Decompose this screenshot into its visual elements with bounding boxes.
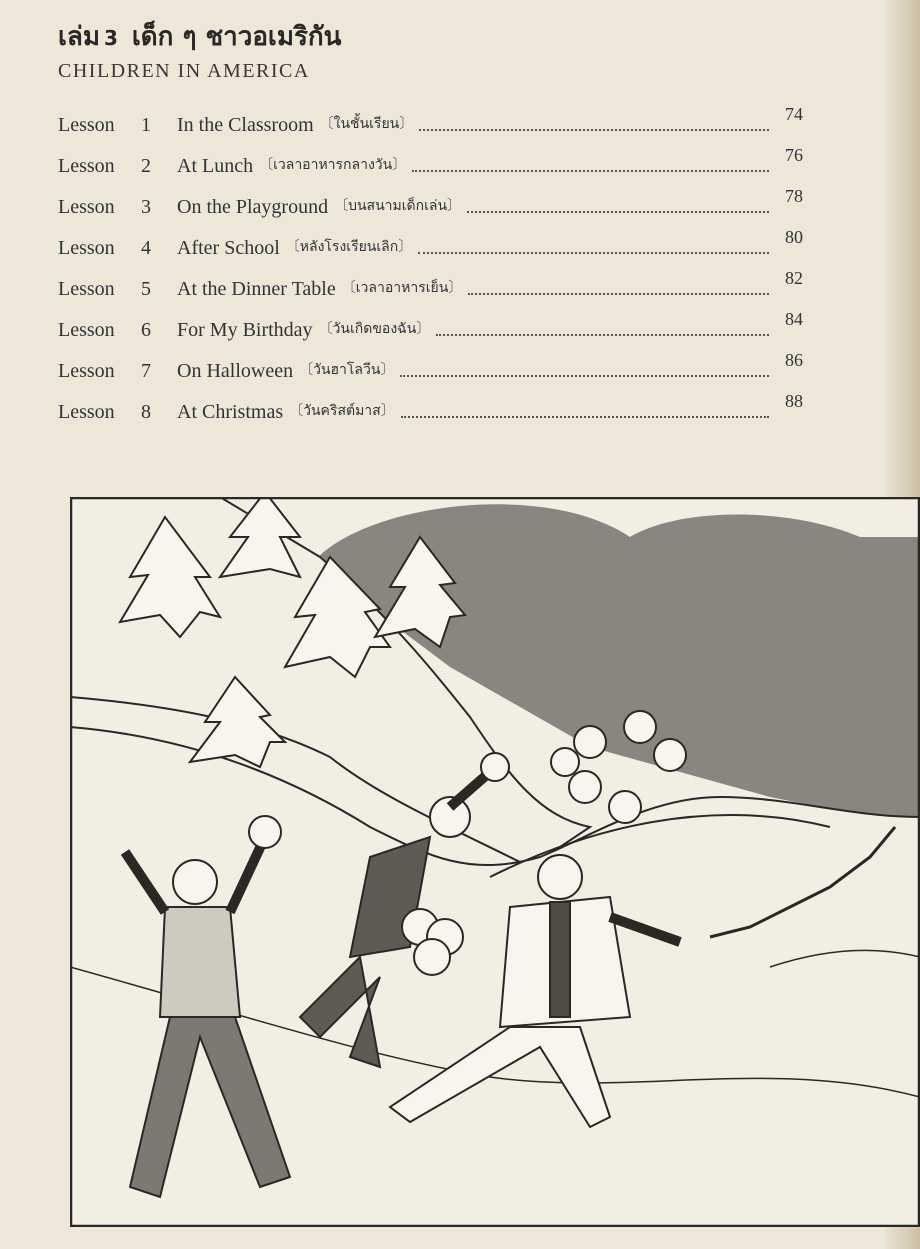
lesson-title-thai: 〔เวลาอาหารกลางวัน〕 (259, 157, 407, 173)
lesson-label: Lesson (58, 114, 115, 136)
page-number: 78 (785, 186, 803, 206)
page-number: 84 (785, 309, 803, 329)
lesson-number: 1 (141, 114, 151, 136)
toc-row-6[interactable] (58, 301, 803, 342)
toc-row-1[interactable] (58, 96, 803, 137)
toc-row-7[interactable] (58, 342, 803, 383)
snowball-fight-illustration (70, 497, 920, 1227)
page-number: 80 (785, 227, 803, 247)
lesson-title: After School (177, 237, 280, 259)
lesson-title-thai: 〔หลังโรงเรียนเลิก〕 (285, 239, 413, 255)
dot-leader (419, 129, 769, 131)
lesson-number: 8 (141, 401, 151, 423)
lesson-number: 3 (141, 196, 151, 218)
lesson-number: 6 (141, 319, 151, 341)
dot-leader (436, 334, 769, 336)
lesson-number: 7 (141, 360, 151, 382)
toc-row-8[interactable] (58, 383, 803, 424)
lesson-title: In the Classroom (177, 114, 314, 136)
page-number: 86 (785, 350, 803, 370)
volume-prefix: เล่ม (58, 22, 100, 52)
toc-row-2[interactable] (58, 137, 803, 178)
volume-title-english: CHILDREN IN AMERICA (58, 60, 310, 82)
table-of-contents (58, 96, 803, 424)
page-number: 82 (785, 268, 803, 288)
dot-leader (400, 375, 769, 377)
lesson-number: 2 (141, 155, 151, 177)
lesson-label: Lesson (58, 278, 115, 300)
lesson-number: 5 (141, 278, 151, 300)
dot-leader (467, 211, 769, 213)
lesson-title-thai: 〔วันคริสต์มาส〕 (289, 403, 395, 419)
page-number: 74 (785, 104, 803, 124)
lesson-label: Lesson (58, 155, 115, 177)
lesson-title-thai: 〔ในชั้นเรียน〕 (319, 116, 414, 132)
volume-number: 3 (103, 26, 118, 50)
lesson-label: Lesson (58, 319, 115, 341)
dot-leader (401, 416, 769, 418)
lesson-title-thai: 〔บนสนามเด็กเล่น〕 (334, 198, 462, 214)
lesson-title: On the Playground (177, 196, 329, 218)
volume-title-thai (58, 16, 341, 57)
lesson-title: For My Birthday (177, 319, 313, 341)
toc-row-3[interactable] (58, 178, 803, 219)
lesson-title: At Christmas (177, 401, 284, 423)
dot-leader (412, 170, 769, 172)
lesson-title-thai: 〔วันเกิดของฉัน〕 (318, 321, 431, 337)
lesson-title: At Lunch (177, 155, 254, 177)
page-number: 88 (785, 391, 803, 411)
lesson-title: On Halloween (177, 360, 294, 382)
lesson-title-thai: 〔เวลาอาหารเย็น〕 (341, 280, 463, 296)
toc-row-5[interactable] (58, 260, 803, 301)
dot-leader (468, 293, 769, 295)
lesson-title-thai: 〔วันฮาโลวีน〕 (299, 362, 395, 378)
toc-row-4[interactable] (58, 219, 803, 260)
lesson-number: 4 (141, 237, 151, 259)
dot-leader (418, 252, 769, 254)
lesson-title: At the Dinner Table (177, 278, 336, 300)
lesson-label: Lesson (58, 360, 115, 382)
volume-title: เด็ก ๆ ชาวอเมริกัน (131, 22, 342, 52)
lesson-label: Lesson (58, 196, 115, 218)
lesson-label: Lesson (58, 237, 115, 259)
lesson-label: Lesson (58, 401, 115, 423)
page-number: 76 (785, 145, 803, 165)
